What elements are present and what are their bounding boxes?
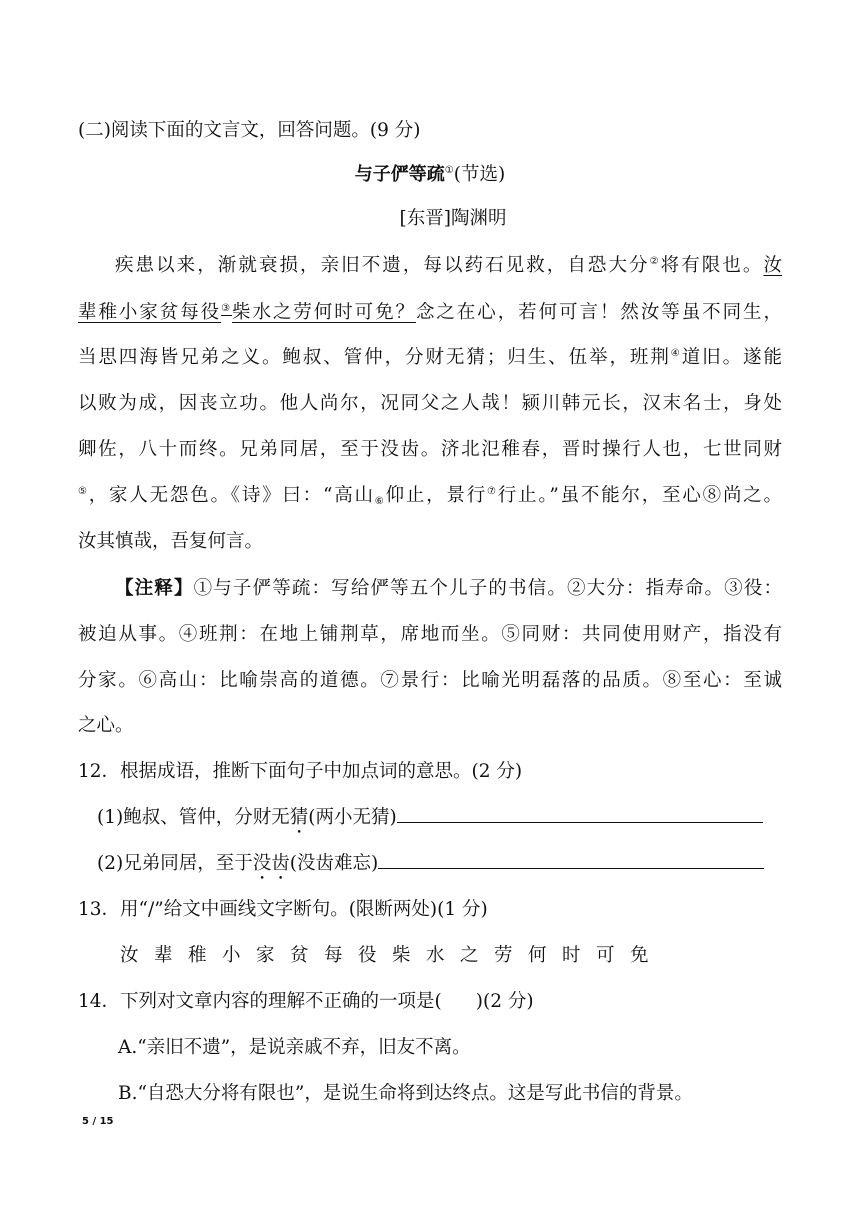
option-a: A.“亲旧不遗”，是说亲戚不弃，旧友不离。	[118, 1037, 471, 1058]
notes-line: 被迫从事。④班荆：在地上铺荆草，席地而坐。⑤同财：共同使用财产，指没有	[78, 624, 782, 645]
essay-title: 与子俨等疏	[354, 164, 445, 185]
passage-text: 行止。”虽不能尔，至心⑧尚之。	[497, 485, 782, 506]
essay-title-line	[0, 160, 860, 186]
passage-text: 将有限也。	[660, 255, 764, 276]
dotted-word: 没齿	[252, 853, 290, 874]
footnote-marker: ①	[444, 165, 454, 176]
footnote-marker: ②	[649, 256, 661, 267]
answer-blank[interactable]	[378, 850, 764, 869]
page-number: 5 / 15	[82, 1116, 114, 1127]
dotted-word: 猜	[289, 807, 309, 828]
passage-text: ，家人无怨色。《诗》曰：“高山	[88, 485, 375, 506]
option-b: B.“自恐大分将有限也”，是说生命将到达终点。这是写此书信的背景。	[118, 1083, 693, 1104]
question-13-stem: 13．用“/”给文中画线文字断句。(限断两处)(1 分)	[78, 899, 488, 920]
passage-text: 当思四海皆兄弟之义。鲍叔、管仲，分财无猜；归生、伍举，班荆	[78, 347, 671, 368]
footnote-marker: ⑤	[78, 486, 89, 497]
notes-line	[78, 574, 782, 602]
passage-line	[78, 343, 782, 371]
question-14-stem	[78, 987, 534, 1013]
item-text: (2)兄弟同居，至于	[97, 853, 253, 874]
notes-text: ①与子俨等疏：写给俨等五个儿子的书信。②大分：指寿命。③役：	[193, 578, 782, 599]
section-heading: (二)阅读下面的文言文，回答问题。(9 分)	[78, 120, 421, 141]
footnote-marker: ⑦	[487, 486, 498, 497]
question-13-text: 汝辈稚小家贫每役柴水之劳何时可免	[120, 945, 665, 966]
stem-text: )(2 分)	[475, 991, 534, 1012]
footnote-marker: ⑥	[374, 496, 386, 507]
underlined-text: 辈稚小家贫每役	[78, 302, 222, 323]
passage-line: 以败为成，因丧立功。他人尚尔，况同父之人哉！颍川韩元长，汉末名士，身处	[78, 393, 782, 414]
idiom-hint: (两小无猜)	[308, 807, 397, 828]
stem-text: 14．下列对文章内容的理解不正确的一项是(	[78, 991, 442, 1012]
item-text: (1)鲍叔、管仲，分财无	[97, 807, 290, 828]
passage-line: 汝其慎哉，吾复何言。	[78, 531, 264, 552]
footnote-marker: ④	[670, 348, 682, 359]
passage-line: 卿佐，八十而终。兄弟同居，至于没齿。济北氾稚春，晋时操行人也，七世同财	[78, 439, 782, 460]
notes-line: 之心。	[78, 715, 134, 736]
answer-blank[interactable]	[397, 804, 763, 823]
footnote-marker: ③	[221, 303, 232, 314]
underlined-text: 汝	[763, 255, 782, 276]
passage-line	[78, 251, 782, 279]
passage-text: 念之在心，若何可言！然汝等虽不同生，	[415, 302, 782, 323]
author-line: [东晋]陶渊明	[399, 208, 507, 229]
idiom-hint: (没齿难忘)	[289, 853, 379, 874]
passage-text: 仰止，景行	[385, 485, 488, 506]
passage-line	[78, 298, 782, 326]
notes-label: 【注释】	[115, 578, 194, 599]
essay-title-suffix: (节选)	[453, 164, 506, 185]
question-12-stem: 12．根据成语，推断下面句子中加点词的意思。(2 分)	[78, 761, 523, 782]
passage-text: 道旧。遂能	[681, 347, 782, 368]
passage-text: 疾患以来，渐就衰损，亲旧不遗，每以药石见救，自恐大分	[115, 255, 650, 276]
question-12-item-1	[97, 803, 763, 838]
underlined-text: 柴水之劳何时可免？	[232, 302, 416, 323]
question-12-item-2	[97, 849, 764, 884]
passage-line	[78, 481, 782, 509]
notes-line: 分家。⑥高山：比喻崇高的道德。⑦景行：比喻光明磊落的品质。⑧至心：至诚	[78, 670, 782, 691]
